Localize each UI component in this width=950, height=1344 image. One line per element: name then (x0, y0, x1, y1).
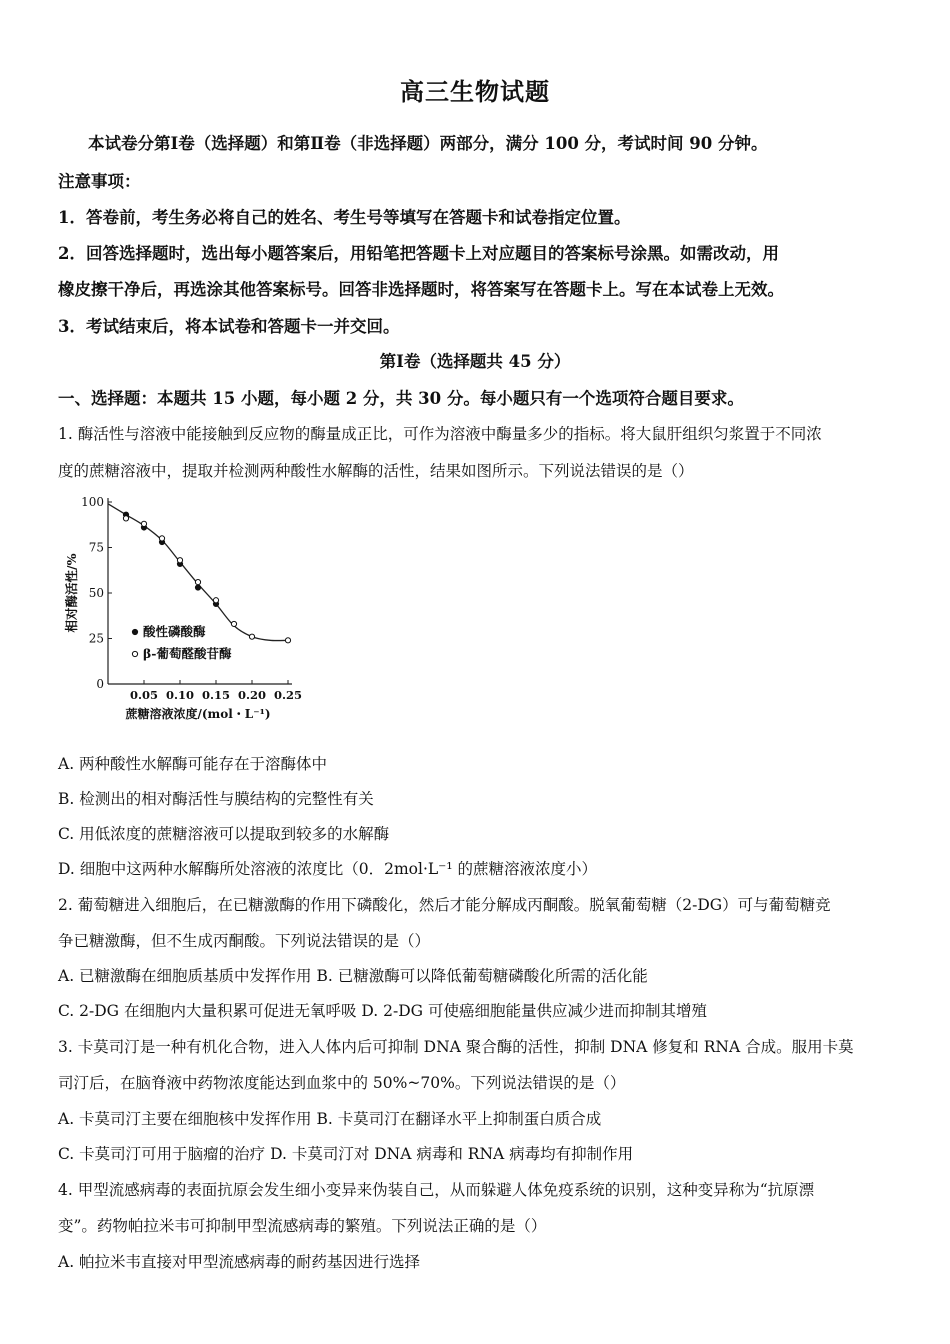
note-item: 橡皮擦干净后，再选涂其他答案标号。回答非选择题时，将答案写在答题卡上。写在本试卷上无效。 (58, 280, 784, 299)
y-tick-label: 50 (88, 586, 104, 600)
data-point-glucuronidase (231, 621, 236, 626)
data-point-glucuronidase (159, 536, 164, 541)
q1-option-d: D. 细胞中这两种水解酶所处溶液的浓度比（0．2mol·L⁻¹ 的蔗糖溶液浓度小） (58, 860, 597, 878)
fitted-curve (108, 504, 288, 641)
q3-options-ab: A. 卡莫司汀主要在细胞核中发挥作用 B. 卡莫司汀在翻译水平上抑制蛋白质合成 (58, 1110, 602, 1128)
q1-option-c: C. 用低浓度的蔗糖溶液可以提取到较多的水解酶 (58, 825, 390, 843)
intro-text: 本试卷分第Ⅰ卷（选择题）和第Ⅱ卷（非选择题）两部分，满分 100 分，考试时间 90 分钟。 (88, 134, 768, 153)
legend-label: β-葡萄醛酸苷酶 (143, 646, 232, 661)
q3-stem-line2: 司汀后，在脑脊液中药物浓度能达到血浆中的 50%~70%。下列说法错误的是（） (58, 1074, 626, 1092)
legend-label: 酸性磷酸酶 (143, 624, 206, 639)
q3-options-cd: C. 卡莫司汀可用于脑瘤的治疗 D. 卡莫司汀对 DNA 病毒和 RNA 病毒均有抑制作用 (58, 1145, 634, 1163)
y-tick-label: 0 (96, 677, 104, 691)
q2-options-ab: A. 已糖激酶在细胞质基质中发挥作用 B. 已糖激酶可以降低葡萄糖磷酸化所需的活化能 (58, 967, 648, 985)
section-instruction: 一、选择题：本题共 15 小题，每小题 2 分，共 30 分。每小题只有一个选项符合题目要求。 (58, 389, 744, 408)
legend-marker-open (132, 651, 137, 656)
y-axis-label: 相对酶活性/% (64, 553, 79, 633)
q2-stem-line2: 争已糖激酶，但不生成丙酮酸。下列说法错误的是（） (58, 932, 431, 950)
x-axis-label: 蔗糖溶液浓度/(mol・L⁻¹) (125, 707, 271, 721)
data-point-glucuronidase (141, 521, 146, 526)
note-item: 3．考试结束后，将本试卷和答题卡一并交回。 (58, 317, 400, 336)
data-point-glucuronidase (123, 516, 128, 521)
notes-heading: 注意事项： (58, 172, 141, 191)
section-title: 第Ⅰ卷（选择题共 45 分） (379, 352, 571, 371)
data-point-glucuronidase (285, 638, 290, 643)
legend-marker-filled (132, 629, 137, 634)
note-item: 2．回答选择题时，选出每小题答案后，用铅笔把答题卡上对应题目的答案标号涂黑。如需改动，用 (58, 244, 779, 263)
x-tick-label: 0.20 (237, 688, 267, 702)
x-tick-label: 0.25 (273, 688, 303, 702)
q2-stem-line1: 2. 葡萄糖进入细胞后，在已糖激酶的作用下磷酸化，然后才能分解成丙酮酸。脱氧葡萄糖（2-DG）可与葡萄糖竞 (58, 896, 831, 914)
x-tick-label: 0.15 (201, 688, 231, 702)
q1-option-a: A. 两种酸性水解酶可能存在于溶酶体中 (58, 755, 328, 773)
q4-stem-line2: 变”。药物帕拉米韦可抑制甲型流感病毒的繁殖。下列说法正确的是（） (58, 1217, 547, 1235)
y-tick-label: 25 (88, 631, 104, 646)
y-tick-label: 100 (81, 495, 104, 509)
data-point-glucuronidase (195, 579, 200, 584)
data-point-glucuronidase (213, 598, 218, 603)
q3-stem-line1: 3. 卡莫司汀是一种有机化合物，进入人体内后可抑制 DNA 聚合酶的活性，抑制 DNA 修复和 RNA 合成。服用卡莫 (58, 1038, 854, 1056)
chart-plot-area (64, 495, 302, 721)
data-point-glucuronidase (177, 558, 182, 563)
data-point-acid-phosphatase (195, 585, 200, 590)
data-point-glucuronidase (249, 634, 254, 639)
q1-stem-line2: 度的蔗糖溶液中，提取并检测两种酸性水解酶的活性，结果如图所示。下列说法错误的是（） (58, 462, 694, 480)
q2-options-cd: C. 2-DG 在细胞内大量积累可促进无氧呼吸 D. 2-DG 可使癌细胞能量供应减少进而抑制其增殖 (58, 1002, 707, 1020)
q1-chart (60, 488, 320, 728)
q1-stem-line1: 1. 酶活性与溶液中能接触到反应物的酶量成正比，可作为溶液中酶量多少的指标。将大鼠肝组织匀浆置于不同浓 (58, 425, 822, 443)
page-title: 高三生物试题 (400, 77, 550, 106)
y-tick-label: 75 (88, 540, 104, 555)
q1-option-b: B. 检测出的相对酶活性与膜结构的完整性有关 (58, 790, 374, 808)
x-tick-label: 0.05 (129, 688, 159, 702)
q4-stem-line1: 4. 甲型流感病毒的表面抗原会发生细小变异来伪装自己，从而躲避人体免疫系统的识别，这种变异称为“抗原漂 (58, 1181, 815, 1199)
x-tick-label: 0.10 (165, 688, 195, 702)
q4-option-a: A. 帕拉米韦直接对甲型流感病毒的耐药基因进行选择 (58, 1253, 421, 1271)
note-item: 1．答卷前，考生务必将自己的姓名、考生号等填写在答题卡和试卷指定位置。 (58, 208, 631, 227)
